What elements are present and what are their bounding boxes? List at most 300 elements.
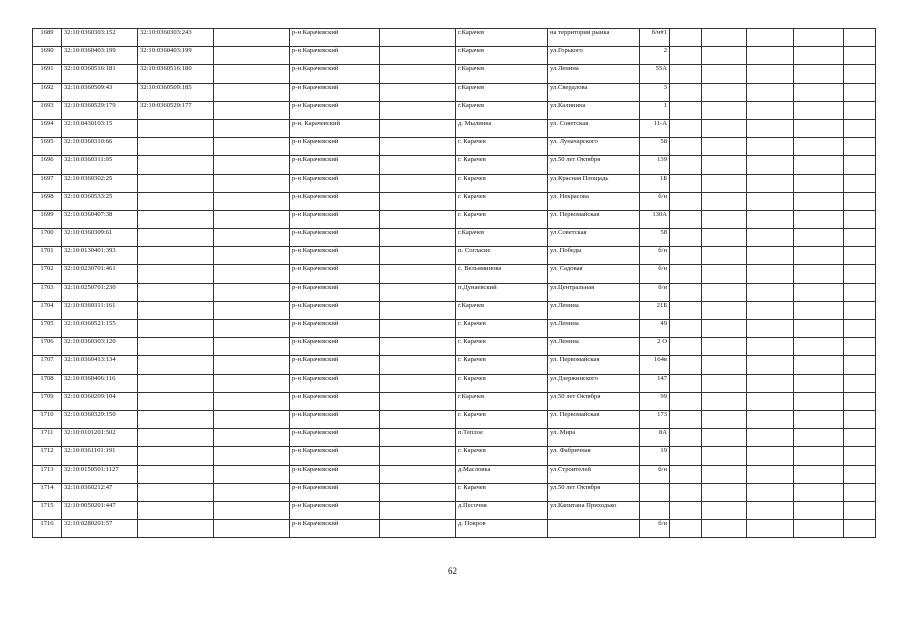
table-row — [33, 520, 876, 538]
locality: г. Карачев — [456, 338, 548, 356]
empty-cell — [844, 320, 876, 338]
empty-cell — [702, 156, 747, 174]
empty-cell — [380, 101, 456, 119]
house-number: 11-А — [640, 119, 670, 137]
locality: г. Карачев — [456, 210, 548, 228]
empty-cell — [794, 174, 844, 192]
empty-cell — [670, 410, 702, 428]
street: на территории рынка — [548, 29, 640, 47]
empty-cell — [747, 320, 794, 338]
cadastral-number: 32:10:0360329:150 — [62, 410, 138, 428]
house-number: б/н — [640, 283, 670, 301]
cadastral-number: 32:10:0360303:120 — [62, 338, 138, 356]
empty-cell — [794, 210, 844, 228]
house-number: 1 — [640, 101, 670, 119]
empty-cell — [670, 119, 702, 137]
empty-cell — [702, 374, 747, 392]
row-number: 1715 — [33, 501, 62, 519]
street: ул.Ленина — [548, 338, 640, 356]
district: р-н. Карачевский — [290, 119, 380, 137]
empty-cell — [747, 101, 794, 119]
street: ул.Капитана Приходько — [548, 501, 640, 519]
cadastral-number-2 — [138, 501, 214, 519]
street: ул. Первомайская — [548, 410, 640, 428]
district: р-н Карачевский — [290, 392, 380, 410]
cadastral-number: 32:10:0360303:152 — [62, 29, 138, 47]
empty-cell — [794, 301, 844, 319]
locality: г.Карачев — [456, 101, 548, 119]
empty-cell — [702, 119, 747, 137]
empty-cell — [670, 101, 702, 119]
table-row — [33, 501, 876, 519]
district: р-н Карачевский — [290, 501, 380, 519]
cadastral-number-2 — [138, 174, 214, 192]
table-row — [33, 47, 876, 65]
cadastral-number-2: 32:10:0360529:177 — [138, 101, 214, 119]
empty-cell — [702, 247, 747, 265]
empty-cell — [747, 392, 794, 410]
street: ул.50 лет Октября — [548, 392, 640, 410]
street: ул. Луначарского — [548, 138, 640, 156]
empty-cell — [702, 101, 747, 119]
empty-cell — [702, 520, 747, 538]
empty-cell — [214, 101, 290, 119]
table-row — [33, 410, 876, 428]
empty-cell — [844, 192, 876, 210]
registry-rows — [33, 29, 876, 538]
empty-cell — [380, 83, 456, 101]
empty-cell — [794, 247, 844, 265]
empty-cell — [747, 83, 794, 101]
row-number: 1697 — [33, 174, 62, 192]
row-number: 1708 — [33, 374, 62, 392]
empty-cell — [380, 65, 456, 83]
row-number: 1695 — [33, 138, 62, 156]
empty-cell — [380, 119, 456, 137]
cadastral-number-2 — [138, 465, 214, 483]
empty-cell — [844, 374, 876, 392]
empty-cell — [844, 138, 876, 156]
row-number: 1705 — [33, 320, 62, 338]
empty-cell — [794, 501, 844, 519]
cadastral-number: 32:10:0360406:116 — [62, 374, 138, 392]
empty-cell — [844, 483, 876, 501]
street: ул. Победы — [548, 247, 640, 265]
district: р-н Карачевский — [290, 101, 380, 119]
empty-cell — [380, 29, 456, 47]
empty-cell — [670, 192, 702, 210]
empty-cell — [702, 65, 747, 83]
row-number: 1710 — [33, 410, 62, 428]
table-row — [33, 83, 876, 101]
empty-cell — [794, 356, 844, 374]
empty-cell — [747, 29, 794, 47]
empty-cell — [670, 301, 702, 319]
cadastral-number-2 — [138, 520, 214, 538]
district: р-н.Карачевский — [290, 356, 380, 374]
empty-cell — [794, 192, 844, 210]
empty-cell — [702, 392, 747, 410]
house-number: 1Б — [640, 174, 670, 192]
empty-cell — [844, 392, 876, 410]
empty-cell — [747, 301, 794, 319]
row-number: 1711 — [33, 429, 62, 447]
cadastral-number: 32:10:0360311:95 — [62, 156, 138, 174]
house-number: 173 — [640, 410, 670, 428]
empty-cell — [670, 247, 702, 265]
street: ул.Строителей — [548, 465, 640, 483]
house-number: 99 — [640, 392, 670, 410]
cadastral-number-2 — [138, 483, 214, 501]
house-number: б/н — [640, 465, 670, 483]
district: р-н Карачевский — [290, 520, 380, 538]
district: р-н Карачевский — [290, 320, 380, 338]
street: ул. Некрасова — [548, 192, 640, 210]
street: ул.Ленина — [548, 301, 640, 319]
district: р-н.Карачевский — [290, 429, 380, 447]
district: р-н.Карачевский — [290, 338, 380, 356]
district: р-н Карачевский — [290, 374, 380, 392]
empty-cell — [844, 447, 876, 465]
cadastral-number: 32:10:0130401:393 — [62, 247, 138, 265]
empty-cell — [844, 83, 876, 101]
cadastral-number: 32:10:0360521:155 — [62, 320, 138, 338]
empty-cell — [214, 29, 290, 47]
locality: г. Карачев — [456, 410, 548, 428]
row-number: 1716 — [33, 520, 62, 538]
empty-cell — [794, 483, 844, 501]
house-number: 19 — [640, 447, 670, 465]
table-row — [33, 320, 876, 338]
empty-cell — [702, 356, 747, 374]
row-number: 1699 — [33, 210, 62, 228]
empty-cell — [380, 210, 456, 228]
street: ул.50 лет Октября — [548, 483, 640, 501]
empty-cell — [702, 229, 747, 247]
row-number: 1713 — [33, 465, 62, 483]
empty-cell — [702, 429, 747, 447]
empty-cell — [380, 447, 456, 465]
cadastral-number: 32:10:0360413:134 — [62, 356, 138, 374]
empty-cell — [794, 229, 844, 247]
locality: д.Масловка — [456, 465, 548, 483]
empty-cell — [702, 83, 747, 101]
empty-cell — [380, 138, 456, 156]
locality: п.Дунаевский — [456, 283, 548, 301]
cadastral-number: 32:10:0250701:230 — [62, 283, 138, 301]
district: р-н.Карачевский — [290, 156, 380, 174]
empty-cell — [670, 447, 702, 465]
row-number: 1707 — [33, 356, 62, 374]
empty-cell — [794, 138, 844, 156]
locality: п. Согласие — [456, 247, 548, 265]
empty-cell — [380, 465, 456, 483]
street: ул. Первомайская — [548, 356, 640, 374]
empty-cell — [702, 192, 747, 210]
empty-cell — [794, 265, 844, 283]
empty-cell — [380, 47, 456, 65]
locality: г.Карачев — [456, 301, 548, 319]
table-row — [33, 465, 876, 483]
empty-cell — [702, 301, 747, 319]
empty-cell — [214, 501, 290, 519]
empty-cell — [702, 338, 747, 356]
empty-cell — [214, 320, 290, 338]
street: ул.Центральная — [548, 283, 640, 301]
house-number: 130А — [640, 210, 670, 228]
page-number: 62 — [448, 566, 457, 576]
row-number: 1706 — [33, 338, 62, 356]
empty-cell — [380, 520, 456, 538]
empty-cell — [380, 192, 456, 210]
empty-cell — [794, 283, 844, 301]
street: ул.Дзержинского — [548, 374, 640, 392]
empty-cell — [380, 410, 456, 428]
empty-cell — [670, 429, 702, 447]
empty-cell — [380, 392, 456, 410]
street: ул.Ленина — [548, 65, 640, 83]
district: р-н.Карачевский — [290, 192, 380, 210]
empty-cell — [702, 447, 747, 465]
empty-cell — [702, 47, 747, 65]
empty-cell — [670, 83, 702, 101]
cadastral-number-2 — [138, 301, 214, 319]
district: р-н.Карачевский — [290, 465, 380, 483]
empty-cell — [214, 301, 290, 319]
empty-cell — [670, 229, 702, 247]
district: р-н Карачевский — [290, 283, 380, 301]
empty-cell — [747, 65, 794, 83]
house-number — [640, 483, 670, 501]
empty-cell — [844, 501, 876, 519]
empty-cell — [747, 156, 794, 174]
house-number — [640, 501, 670, 519]
street: ул.Калинина — [548, 101, 640, 119]
cadastral-number-2: 32:10:0360403:199 — [138, 47, 214, 65]
cadastral-number-2 — [138, 392, 214, 410]
empty-cell — [214, 265, 290, 283]
empty-cell — [747, 501, 794, 519]
house-number: 164в — [640, 356, 670, 374]
cadastral-number-2 — [138, 138, 214, 156]
empty-cell — [670, 483, 702, 501]
empty-cell — [214, 283, 290, 301]
house-number: 139 — [640, 156, 670, 174]
empty-cell — [794, 410, 844, 428]
cadastral-number-2 — [138, 410, 214, 428]
empty-cell — [794, 465, 844, 483]
locality: г.Карачев — [456, 83, 548, 101]
locality: г.Карачев — [456, 229, 548, 247]
cadastral-number: 32:10:0361101:191 — [62, 447, 138, 465]
empty-cell — [670, 210, 702, 228]
empty-cell — [214, 520, 290, 538]
empty-cell — [380, 356, 456, 374]
house-number: 21Б — [640, 301, 670, 319]
street: ул.Советская — [548, 229, 640, 247]
empty-cell — [214, 247, 290, 265]
empty-cell — [670, 374, 702, 392]
empty-cell — [380, 229, 456, 247]
cadastral-number-2: 32:10:0360303:243 — [138, 29, 214, 47]
table-row — [33, 156, 876, 174]
empty-cell — [747, 429, 794, 447]
empty-cell — [747, 265, 794, 283]
cadastral-number: 32:10:0360407:38 — [62, 210, 138, 228]
empty-cell — [670, 356, 702, 374]
empty-cell — [214, 83, 290, 101]
table-row — [33, 119, 876, 137]
empty-cell — [380, 174, 456, 192]
row-number: 1700 — [33, 229, 62, 247]
locality: г.Карачев — [456, 29, 548, 47]
empty-cell — [214, 338, 290, 356]
cadastral-number-2 — [138, 265, 214, 283]
cadastral-number: 32:10:0101201:502 — [62, 429, 138, 447]
empty-cell — [214, 392, 290, 410]
empty-cell — [747, 338, 794, 356]
empty-cell — [702, 265, 747, 283]
empty-cell — [380, 265, 456, 283]
empty-cell — [702, 501, 747, 519]
street: ул. Советская — [548, 119, 640, 137]
table-row — [33, 265, 876, 283]
table-row — [33, 138, 876, 156]
cadastral-number-2 — [138, 447, 214, 465]
district: р-н Карачевский — [290, 247, 380, 265]
locality: п.Теплое — [456, 429, 548, 447]
empty-cell — [747, 229, 794, 247]
table-row — [33, 229, 876, 247]
cadastral-number: 32:10:0430103:15 — [62, 119, 138, 137]
locality: г.Карачев — [456, 47, 548, 65]
empty-cell — [844, 283, 876, 301]
empty-cell — [844, 265, 876, 283]
locality: г.Карачев — [456, 65, 548, 83]
table-row — [33, 29, 876, 47]
empty-cell — [747, 410, 794, 428]
district: р-н.Карачевский — [290, 65, 380, 83]
district: р-н.Карачевский — [290, 229, 380, 247]
locality: г. Карачев — [456, 174, 548, 192]
cadastral-number: 32:10:0150501:1127 — [62, 465, 138, 483]
empty-cell — [794, 429, 844, 447]
street: ул. Первомайская — [548, 210, 640, 228]
empty-cell — [844, 301, 876, 319]
house-number: 2 О — [640, 338, 670, 356]
cadastral-number: 32:10:0360403:199 — [62, 47, 138, 65]
table-row — [33, 192, 876, 210]
cadastral-number-2 — [138, 338, 214, 356]
empty-cell — [747, 447, 794, 465]
empty-cell — [844, 247, 876, 265]
empty-cell — [794, 119, 844, 137]
locality: д. Мылинка — [456, 119, 548, 137]
empty-cell — [380, 156, 456, 174]
empty-cell — [380, 429, 456, 447]
empty-cell — [380, 247, 456, 265]
empty-cell — [794, 374, 844, 392]
table-row — [33, 483, 876, 501]
locality: г. Карачев — [456, 447, 548, 465]
empty-cell — [794, 320, 844, 338]
empty-cell — [844, 338, 876, 356]
empty-cell — [670, 338, 702, 356]
empty-cell — [380, 374, 456, 392]
cadastral-number-2 — [138, 229, 214, 247]
table-row — [33, 392, 876, 410]
empty-cell — [794, 83, 844, 101]
locality: г. Карачев — [456, 156, 548, 174]
row-number: 1698 — [33, 192, 62, 210]
row-number: 1690 — [33, 47, 62, 65]
cadastral-number: 32:10:0360516:181 — [62, 65, 138, 83]
table-row — [33, 301, 876, 319]
house-number: 55А — [640, 65, 670, 83]
cadastral-number-2: 32:10:0360509:185 — [138, 83, 214, 101]
empty-cell — [702, 410, 747, 428]
street: ул. Садовая — [548, 265, 640, 283]
empty-cell — [702, 138, 747, 156]
district: р-н.Карачевский — [290, 410, 380, 428]
row-number: 1691 — [33, 65, 62, 83]
empty-cell — [214, 483, 290, 501]
empty-cell — [214, 156, 290, 174]
street: ул.50 лет Октября — [548, 156, 640, 174]
empty-cell — [844, 356, 876, 374]
empty-cell — [670, 138, 702, 156]
empty-cell — [702, 483, 747, 501]
row-number: 1709 — [33, 392, 62, 410]
street: ул. Мира — [548, 429, 640, 447]
locality: г. Карачев — [456, 356, 548, 374]
table-row — [33, 447, 876, 465]
cadastral-number-2 — [138, 374, 214, 392]
empty-cell — [670, 156, 702, 174]
empty-cell — [702, 320, 747, 338]
locality: г.Карачев — [456, 392, 548, 410]
empty-cell — [214, 429, 290, 447]
street: ул.Ленина — [548, 320, 640, 338]
row-number: 1689 — [33, 29, 62, 47]
row-number: 1701 — [33, 247, 62, 265]
empty-cell — [670, 174, 702, 192]
empty-cell — [670, 47, 702, 65]
street — [548, 520, 640, 538]
empty-cell — [214, 465, 290, 483]
empty-cell — [794, 338, 844, 356]
empty-cell — [747, 47, 794, 65]
empty-cell — [844, 229, 876, 247]
empty-cell — [747, 119, 794, 137]
house-number: 8А — [640, 429, 670, 447]
cadastral-number-2 — [138, 119, 214, 137]
empty-cell — [380, 320, 456, 338]
row-number: 1696 — [33, 156, 62, 174]
empty-cell — [670, 265, 702, 283]
empty-cell — [702, 174, 747, 192]
cadastral-number: 32:10:0360212:47 — [62, 483, 138, 501]
district: р-н Карачевский — [290, 83, 380, 101]
empty-cell — [747, 374, 794, 392]
empty-cell — [214, 374, 290, 392]
empty-cell — [670, 283, 702, 301]
table-row — [33, 429, 876, 447]
table-row — [33, 247, 876, 265]
district: р-н Карачевский — [290, 483, 380, 501]
street: ул.Свердлова — [548, 83, 640, 101]
cadastral-number: 32:10:0360209:104 — [62, 392, 138, 410]
